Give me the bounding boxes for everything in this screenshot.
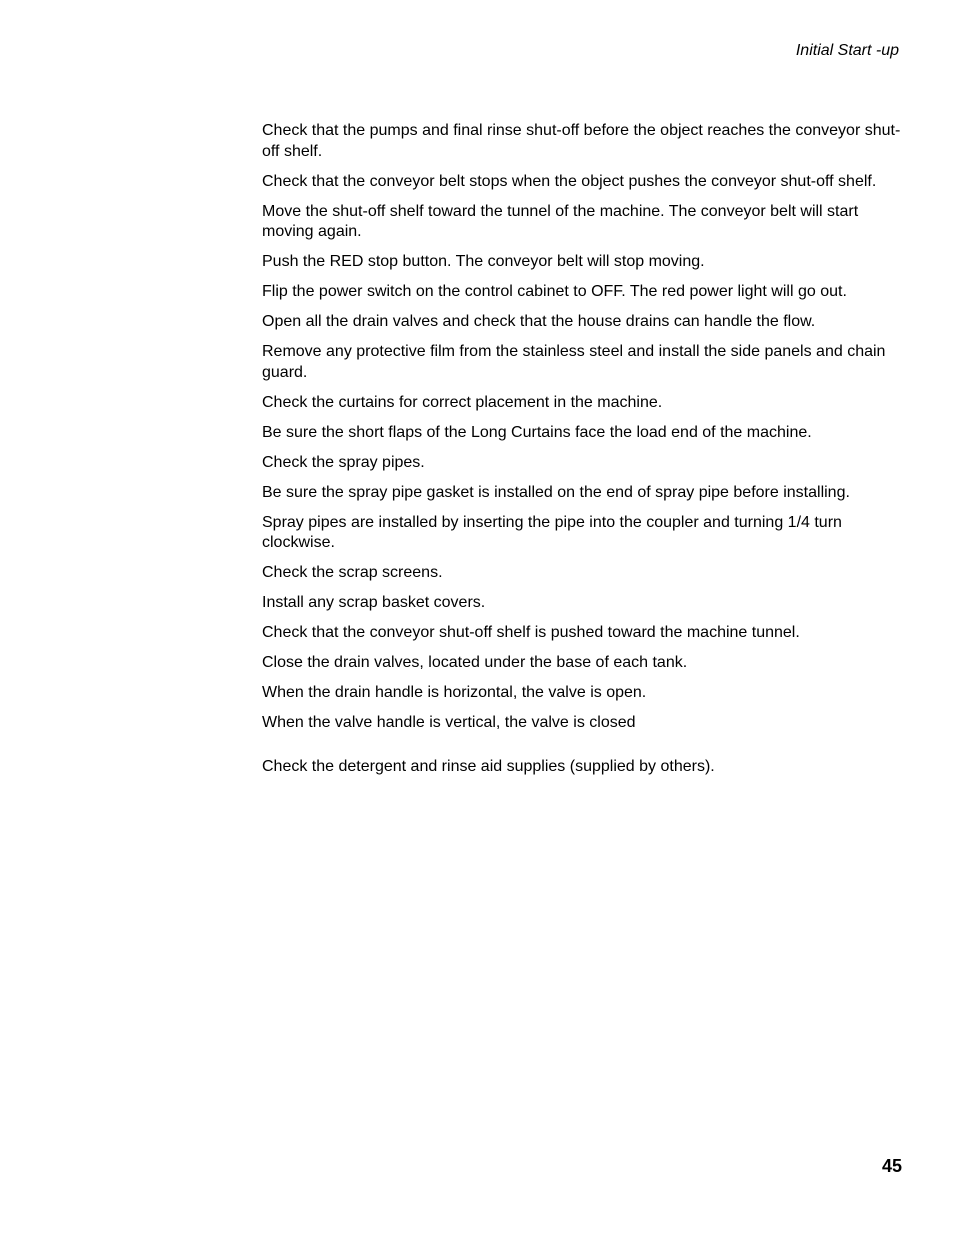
instruction-paragraph: Move the shut-off shelf toward the tunnel of the machine. The conveyor belt will start moving again. bbox=[262, 202, 859, 240]
instruction-paragraph: Check that the conveyor belt stops when the object pushes the conveyor shut-off shelf. bbox=[262, 172, 877, 190]
instruction-paragraph: Install any scrap basket covers. bbox=[262, 594, 486, 611]
instruction-paragraph: Check that the pumps and final rinse shut-off before the object reaches the conveyor shut-off shelf. bbox=[262, 122, 901, 160]
instruction-paragraph: Be sure the spray pipe gasket is installed on the end of spray pipe before installing. bbox=[262, 483, 850, 501]
instruction-paragraph: Check that the conveyor shut-off shelf is pushed toward the machine tunnel. bbox=[262, 624, 800, 641]
instruction-paragraph: Spray pipes are installed by inserting the pipe into the coupler and turning 1/4 turn clockwise. bbox=[262, 513, 842, 551]
instruction-paragraph: Push the RED stop button. The conveyor belt will stop moving. bbox=[262, 253, 705, 270]
instruction-paragraph: Check the spray pipes. bbox=[262, 453, 425, 471]
instruction-paragraph: When the drain handle is horizontal, the valve is open. bbox=[262, 684, 647, 701]
instruction-paragraph: Check the detergent and rinse aid supplies (supplied by others). bbox=[262, 757, 715, 775]
instruction-paragraph: Flip the power switch on the control cabinet to OFF. The red power light will go out. bbox=[262, 283, 847, 300]
instruction-list bbox=[262, 121, 902, 787]
instruction-paragraph: Close the drain valves, located under the base of each tank. bbox=[262, 654, 688, 671]
instruction-paragraph: Open all the drain valves and check that the house drains can handle the flow. bbox=[262, 313, 816, 330]
section-header: Initial Start -up bbox=[795, 42, 899, 59]
instruction-paragraph: Be sure the short flaps of the Long Curtains face the load end of the machine. bbox=[262, 423, 812, 441]
instruction-paragraph: Check the curtains for correct placement in the machine. bbox=[262, 393, 663, 411]
page-number: 45 bbox=[881, 1156, 902, 1176]
instruction-paragraph: Check the scrap screens. bbox=[262, 564, 443, 581]
instruction-paragraph: Remove any protective film from the stainless steel and install the side panels and chain guard. bbox=[262, 343, 886, 381]
instruction-paragraph: When the valve handle is vertical, the valve is closed bbox=[262, 714, 636, 731]
